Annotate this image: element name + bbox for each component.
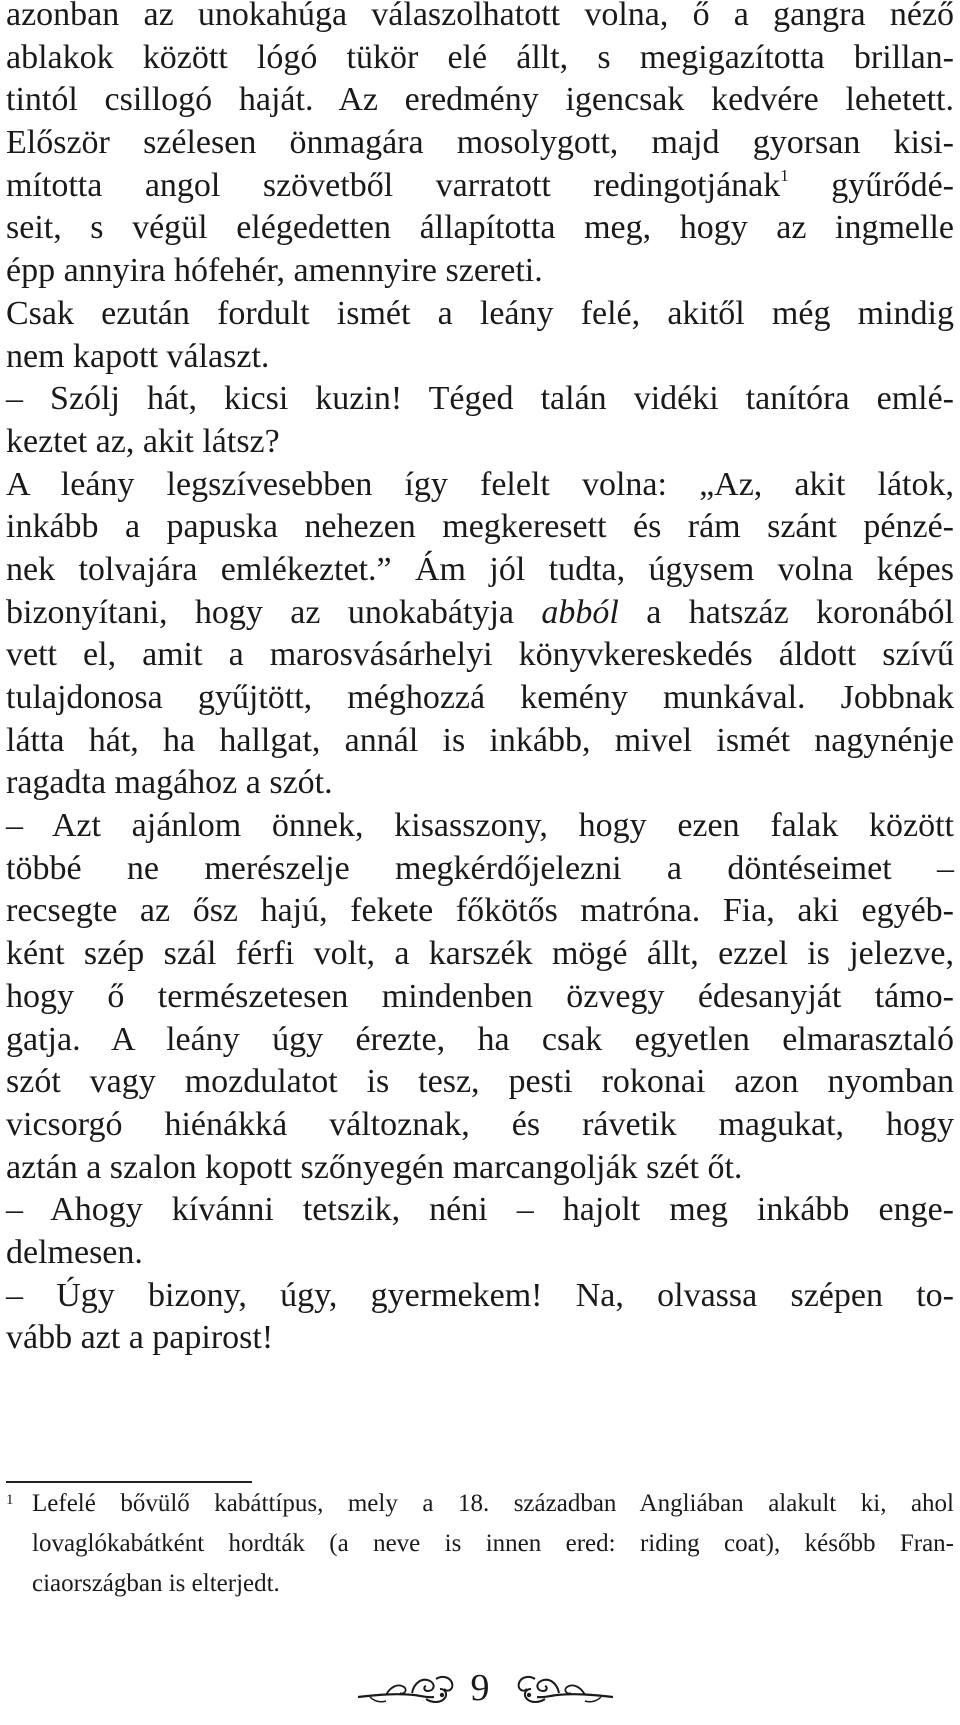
text-line: vett el, amit a marosvásárhelyi könyvkereskedés áldott szívű bbox=[6, 636, 954, 674]
text-line: – Ahogy kívánni tetszik, néni – hajolt meg inkább enge- bbox=[6, 1191, 954, 1229]
footnote-divider bbox=[6, 1481, 252, 1483]
text-line: mította angol szövetből varratott redingotjának$^1$ gyűrődé- bbox=[6, 165, 954, 204]
text-line: Csak ezután fordult ismét a leány felé, akitől még mindig bbox=[6, 294, 954, 332]
text-line: Először szélesen önmagára mosolygott, majd gyorsan kisi- bbox=[6, 124, 954, 162]
text-line: látta hát, ha hallgat, annál is inkább, mivel ismét nagynénje bbox=[6, 721, 954, 759]
text-line: nem kapott választ. bbox=[6, 337, 270, 375]
text-line: tulajdonosa gyűjtött, méghozzá kemény munkával. Jobbnak bbox=[6, 679, 954, 716]
footnote-text bbox=[32, 1484, 954, 1604]
page-folio bbox=[0, 1663, 960, 1713]
footnote-number: 1 bbox=[6, 1492, 14, 1508]
text-line: bizonyítani, hogy az unokabátyja abból a hatszáz koronából bbox=[6, 593, 954, 631]
text-line: inkább a papuska nehezen megkeresett és rám szánt pénzé- bbox=[6, 508, 954, 546]
footnote-line: Lefelé bővülő kabáttípus, mely a 18. században Angliában alakult ki, ahol bbox=[32, 1490, 954, 1517]
text-line: delmesen. bbox=[6, 1233, 143, 1271]
text-line: ragadta magához a szót. bbox=[6, 764, 333, 802]
text-line: A leány legszívesebben így felelt volna: „Az, akit látok, bbox=[6, 465, 954, 503]
ornament-left-icon bbox=[356, 1673, 456, 1707]
text-line: ként szép szál férfi volt, a karszék mögé állt, ezzel is jelezve, bbox=[6, 935, 954, 973]
text-line: – Azt ajánlom önnek, kisasszony, hogy ezen falak között bbox=[6, 807, 954, 845]
footnote-line: ciaországban is elterjedt. bbox=[32, 1570, 280, 1597]
footnote-line: lovaglókabátként hordták (a neve is innen ered: riding coat), később Fran- bbox=[32, 1530, 954, 1557]
text-line: hogy ő természetesen mindenben özvegy édesanyját támo- bbox=[6, 977, 954, 1015]
text-line: seit, s végül elégedetten állapította meg, hogy az ingmelle bbox=[6, 209, 954, 247]
text-line: többé ne merészelje megkérdőjelezni a döntéseimet – bbox=[6, 849, 954, 887]
text-line: vább azt a papirost! bbox=[6, 1319, 274, 1357]
text-line: épp annyira hófehér, amennyire szereti. bbox=[6, 252, 543, 290]
text-line: ablakok között lógó tükör elé állt, s megigazította brillan- bbox=[6, 38, 954, 76]
text-line: recsegte az ősz hajú, fekete főkötős matróna. Fia, aki egyéb- bbox=[6, 892, 954, 930]
text-line: – Szólj hát, kicsi kuzin! Téged talán vidéki tanítóra emlé- bbox=[6, 380, 954, 418]
text-line: nek tolvajára emlékeztet.” Ám jól tudta, úgysem volna képes bbox=[6, 550, 954, 588]
text-line: azonban az unokahúga válaszolhatott volna, ő a gangra néző bbox=[6, 0, 954, 33]
italic-word: abból bbox=[541, 593, 619, 631]
page-number: 9 bbox=[470, 1667, 490, 1709]
text-line: gatja. A leány úgy érezte, ha csak egyetlen elmarasztaló bbox=[6, 1020, 954, 1058]
text-line: vicsorgó hiénákká változnak, és rávetik magukat, hogy bbox=[6, 1105, 954, 1143]
text-line: keztet az, akit látsz? bbox=[6, 422, 280, 460]
text-line: tintól csillogó haját. Az eredmény igencsak kedvére lehetett. bbox=[6, 81, 954, 119]
text-line: szót vagy mozdulatot is tesz, pesti rokonai azon nyomban bbox=[6, 1063, 954, 1101]
body-text bbox=[6, 0, 954, 1360]
ornament-right-icon bbox=[515, 1673, 615, 1707]
text-line: aztán a szalon kopott szőnyegén marcangolják szét őt. bbox=[6, 1148, 743, 1186]
footnote-reference: 1 bbox=[780, 165, 789, 185]
text-line: – Úgy bizony, úgy, gyermekem! Na, olvassa szépen to- bbox=[6, 1276, 954, 1314]
